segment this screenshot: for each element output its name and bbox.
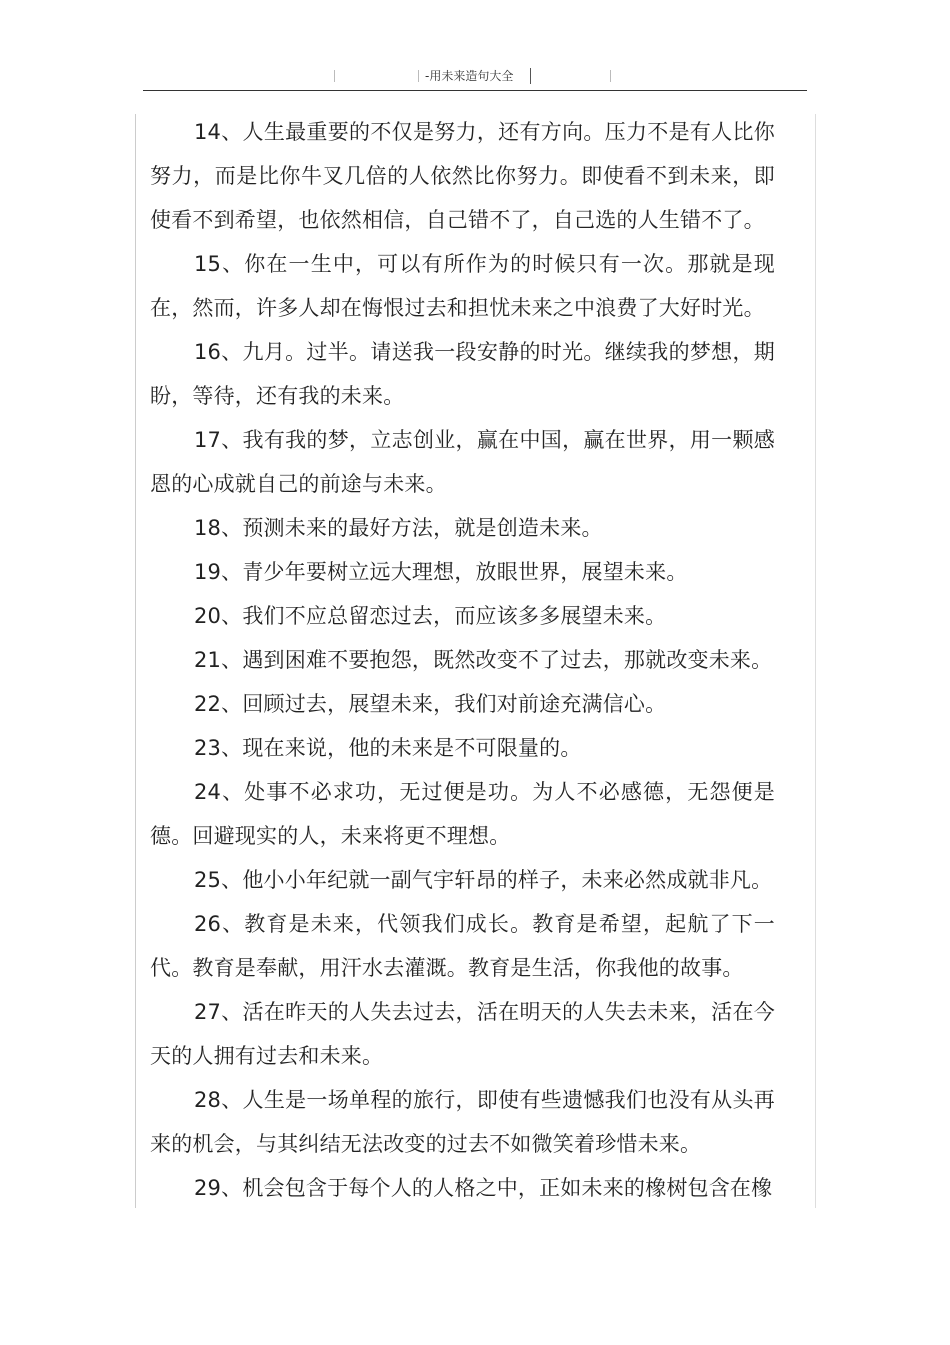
paragraph-23: 23、现在来说，他的未来是不可限量的。 xyxy=(194,736,582,760)
paragraph-16: 16、九月。过半。请送我一段安静的时光。继续我的梦想，期盼，等待，还有我的未来。 xyxy=(150,340,775,408)
paragraph-19: 19、青少年要树立远大理想，放眼世界，展望未来。 xyxy=(194,560,688,584)
page-header xyxy=(0,66,950,90)
paragraph-27: 27、活在昨天的人失去过去，活在明天的人失去未来，活在今天的人拥有过去和未来。 xyxy=(150,1000,775,1068)
paragraph-25: 25、他小小年纪就一副气宇轩昂的样子，未来必然成就非凡。 xyxy=(194,868,773,892)
paragraph-20: 20、我们不应总留恋过去，而应该多多展望未来。 xyxy=(194,604,667,628)
header-tick-far xyxy=(610,70,611,82)
paragraph-28: 28、人生是一场单程的旅行，即使有些遗憾我们也没有从头再来的机会，与其纠结无法改变的过去不如微笑着珍惜未来。 xyxy=(150,1088,775,1156)
paragraph-14: 14、人生最重要的不仅是努力，还有方向。压力不是有人比你努力，而是比你牛叉几倍的人依然比你努力。即使看不到未来，即使看不到希望，也依然相信，自己错不了，自己选的人生错不了。 xyxy=(150,120,775,232)
header-title: -用未来造句大全 xyxy=(425,69,514,83)
paragraph-15: 15、你在一生中，可以有所作为的时候只有一次。那就是现在，然而，许多人却在悔恨过去和担忧未来之中浪费了大好时光。 xyxy=(150,252,775,320)
document-body xyxy=(150,110,775,1210)
page-border-left xyxy=(135,114,136,1208)
paragraph-17: 17、我有我的梦，立志创业，赢在中国，赢在世界，用一颗感恩的心成就自己的前途与未来。 xyxy=(150,428,775,496)
paragraph-18: 18、预测未来的最好方法，就是创造未来。 xyxy=(194,516,603,540)
paragraph-29: 29、机会包含于每个人的人格之中，正如未来的橡树包含在橡 xyxy=(194,1176,773,1200)
header-tick-mid xyxy=(418,70,419,82)
header-rule xyxy=(143,90,807,91)
paragraph-26: 26、教育是未来，代领我们成长。教育是希望，起航了下一代。教育是奉献，用汗水去灌溉。教育是生活，你我他的故事。 xyxy=(150,912,775,980)
paragraph-22: 22、回顾过去，展望未来，我们对前途充满信心。 xyxy=(194,692,667,716)
paragraph-21: 21、遇到困难不要抱怨，既然改变不了过去，那就改变未来。 xyxy=(194,648,773,672)
paragraph-24: 24、处事不必求功，无过便是功。为人不必感德，无怨便是德。回避现实的人，未来将更不理想。 xyxy=(150,780,775,848)
header-tick-right xyxy=(530,68,531,84)
page-border-right xyxy=(815,114,816,1208)
header-tick-left xyxy=(334,70,335,82)
